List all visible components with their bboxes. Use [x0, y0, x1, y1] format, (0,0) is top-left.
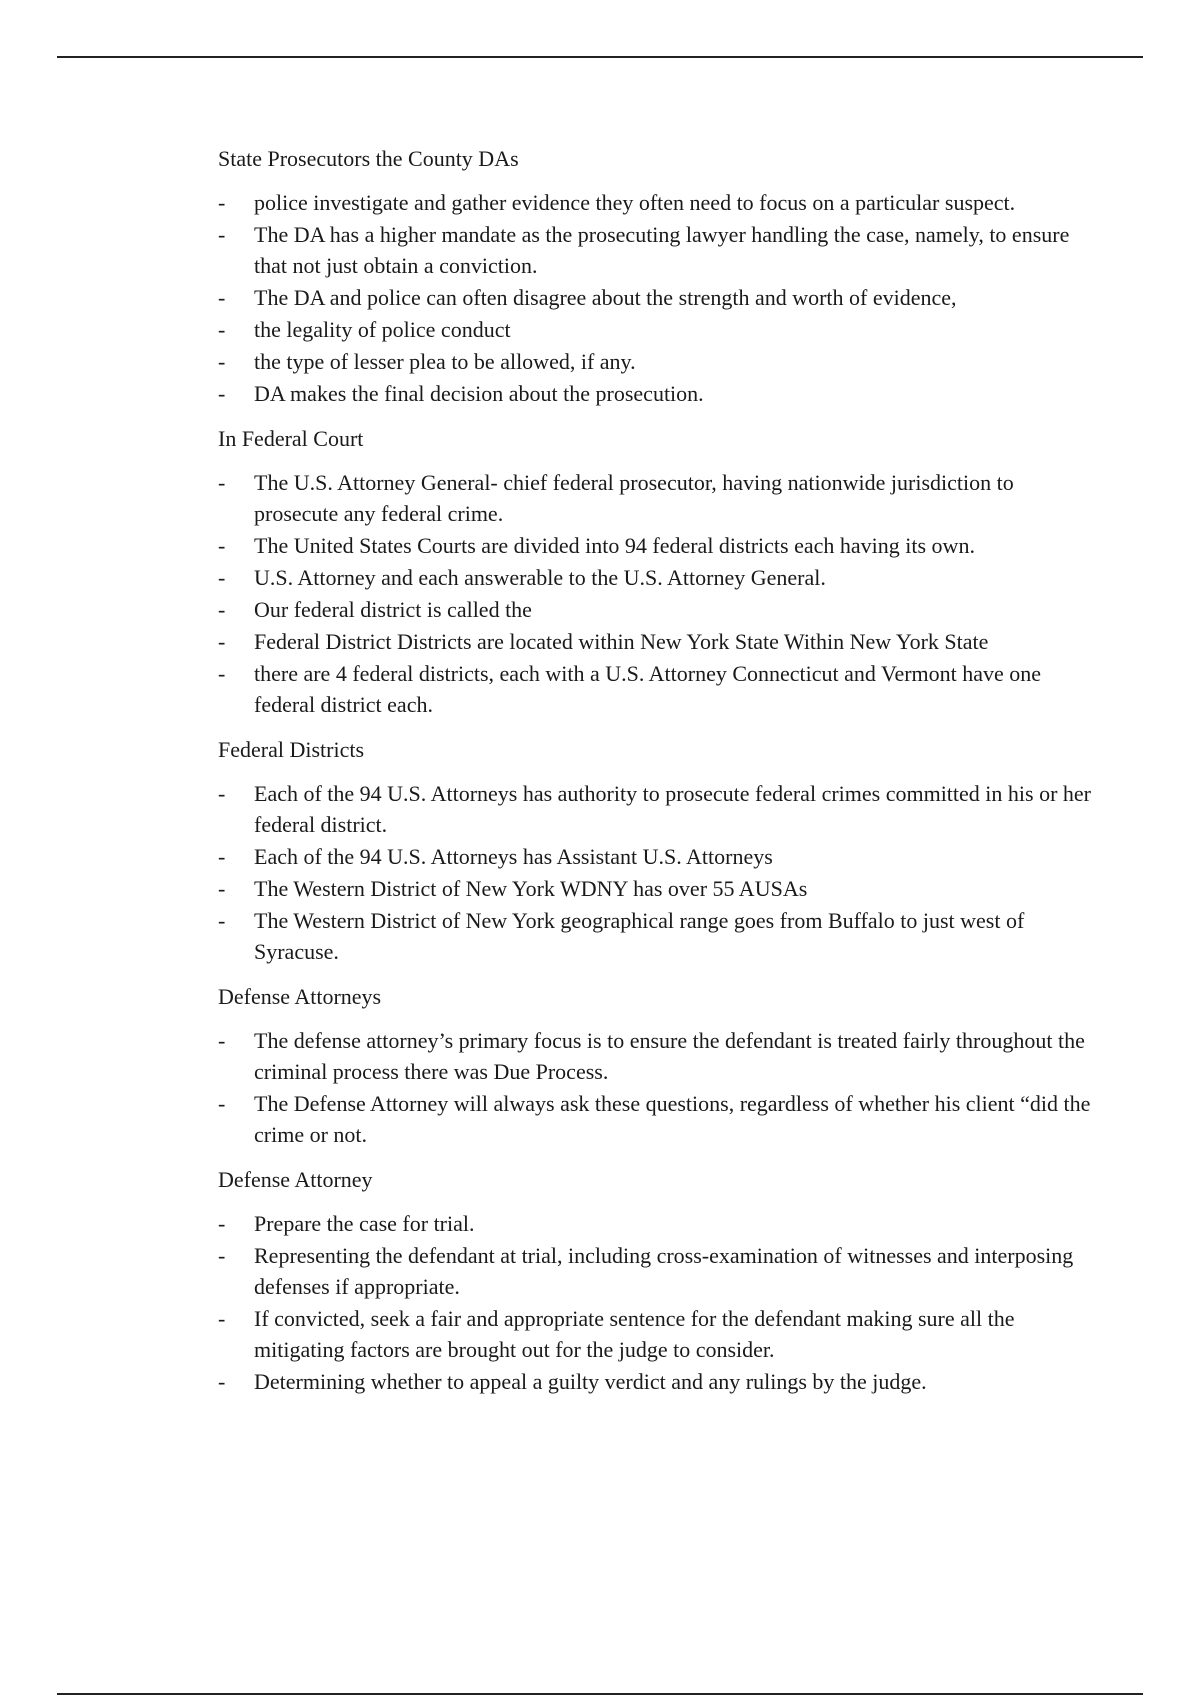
list-item-text: Our federal district is called the: [254, 597, 532, 622]
list-item: [218, 873, 1098, 904]
list-item-text: DA makes the final decision about the prosecution.: [254, 381, 704, 406]
bullet-dash: -: [218, 565, 226, 590]
bullet-dash: -: [218, 876, 226, 901]
list-item: [218, 1240, 1098, 1302]
section-state-prosecutors: [218, 143, 1098, 409]
section-heading: In Federal Court: [218, 426, 364, 451]
list-item: [218, 346, 1098, 377]
list-item: [218, 1025, 1098, 1087]
bullet-dash: -: [218, 597, 226, 622]
bullet-dash: -: [218, 1306, 226, 1331]
list-item-text: Each of the 94 U.S. Attorneys has Assistant U.S. Attorneys: [254, 844, 773, 869]
list-item-text: there are 4 federal districts, each with a U.S. Attorney Connecticut and Vermont have one federal district each.: [254, 661, 1042, 717]
list-item-text: the type of lesser plea to be allowed, if any.: [254, 349, 636, 374]
list-item: [218, 187, 1098, 218]
list-item: [218, 1303, 1098, 1365]
section-federal-court: [218, 423, 1098, 720]
list-item: [218, 658, 1098, 720]
section-heading: Defense Attorneys: [218, 984, 382, 1009]
top-rule: [57, 56, 1143, 58]
bullet-list: [218, 778, 1098, 967]
list-item: [218, 314, 1098, 345]
list-item-text: The Western District of New York WDNY has over 55 AUSAs: [254, 876, 808, 901]
list-item-text: Each of the 94 U.S. Attorneys has authority to prosecute federal crimes committed in his or her federal district.: [254, 781, 1091, 837]
bullet-dash: -: [218, 1243, 226, 1268]
list-item: [218, 841, 1098, 872]
bullet-list: [218, 1025, 1098, 1150]
bottom-rule: [57, 1693, 1143, 1695]
bullet-dash: -: [218, 190, 226, 215]
bullet-dash: -: [218, 349, 226, 374]
list-item-text: The United States Courts are divided into 94 federal districts each having its own.: [254, 533, 975, 558]
section-heading: Federal Districts: [218, 737, 365, 762]
list-item-text: If convicted, seek a fair and appropriate sentence for the defendant making sure all the mitigating factors are brought out for the judge to consider.: [254, 1306, 1015, 1362]
list-item: [218, 562, 1098, 593]
list-item: [218, 1208, 1098, 1239]
section-federal-districts: [218, 734, 1098, 967]
list-item-text: U.S. Attorney and each answerable to the U.S. Attorney General.: [254, 565, 826, 590]
list-item: [218, 467, 1098, 529]
list-item: [218, 530, 1098, 561]
list-item: [218, 1088, 1098, 1150]
bullet-dash: -: [218, 661, 226, 686]
list-item: [218, 594, 1098, 625]
bullet-dash: -: [218, 381, 226, 406]
list-item: [218, 626, 1098, 657]
list-item-text: Prepare the case for trial.: [254, 1211, 475, 1236]
list-item: [218, 378, 1098, 409]
bullet-dash: -: [218, 533, 226, 558]
bullet-list: [218, 187, 1098, 409]
bullet-dash: -: [218, 285, 226, 310]
bullet-dash: -: [218, 1091, 226, 1116]
list-item: [218, 282, 1098, 313]
list-item-text: Federal District Districts are located within New York State Within New York State: [254, 629, 989, 654]
bullet-dash: -: [218, 781, 226, 806]
bullet-list: [218, 1208, 1098, 1397]
list-item-text: The Western District of New York geographical range goes from Buffalo to just west of Syracuse.: [254, 908, 1025, 964]
section-heading: Defense Attorney: [218, 1167, 373, 1192]
list-item-text: police investigate and gather evidence they often need to focus on a particular suspect.: [254, 190, 1016, 215]
list-item-text: The U.S. Attorney General- chief federal prosecutor, having nationwide jurisdiction to prosecute any federal crime.: [254, 470, 1014, 526]
list-item-text: The DA has a higher mandate as the prosecuting lawyer handling the case, namely, to ensure that not just obtain a conviction.: [254, 222, 1070, 278]
list-item-text: the legality of police conduct: [254, 317, 511, 342]
section-defense-attorney: [218, 1164, 1098, 1397]
bullet-dash: -: [218, 908, 226, 933]
list-item-text: The DA and police can often disagree about the strength and worth of evidence,: [254, 285, 957, 310]
list-item-text: The Defense Attorney will always ask these questions, regardless of whether his client “did the crime or not.: [254, 1091, 1091, 1147]
bullet-dash: -: [218, 1028, 226, 1053]
bullet-dash: -: [218, 470, 226, 495]
bullet-dash: -: [218, 1211, 226, 1236]
list-item-text: Representing the defendant at trial, including cross-examination of witnesses and interposing defenses if appropriate.: [254, 1243, 1074, 1299]
list-item-text: Determining whether to appeal a guilty verdict and any rulings by the judge.: [254, 1369, 927, 1394]
bullet-dash: -: [218, 1369, 226, 1394]
section-heading: State Prosecutors the County DAs: [218, 146, 519, 171]
bullet-dash: -: [218, 222, 226, 247]
list-item: [218, 905, 1098, 967]
bullet-dash: -: [218, 317, 226, 342]
document-body: [218, 143, 1098, 1411]
list-item-text: The defense attorney’s primary focus is to ensure the defendant is treated fairly throughout the criminal process there was Due Process.: [254, 1028, 1085, 1084]
bullet-dash: -: [218, 629, 226, 654]
list-item: [218, 219, 1098, 281]
bullet-dash: -: [218, 844, 226, 869]
bullet-list: [218, 467, 1098, 720]
list-item: [218, 1366, 1098, 1397]
list-item: [218, 778, 1098, 840]
section-defense-attorneys: [218, 981, 1098, 1150]
